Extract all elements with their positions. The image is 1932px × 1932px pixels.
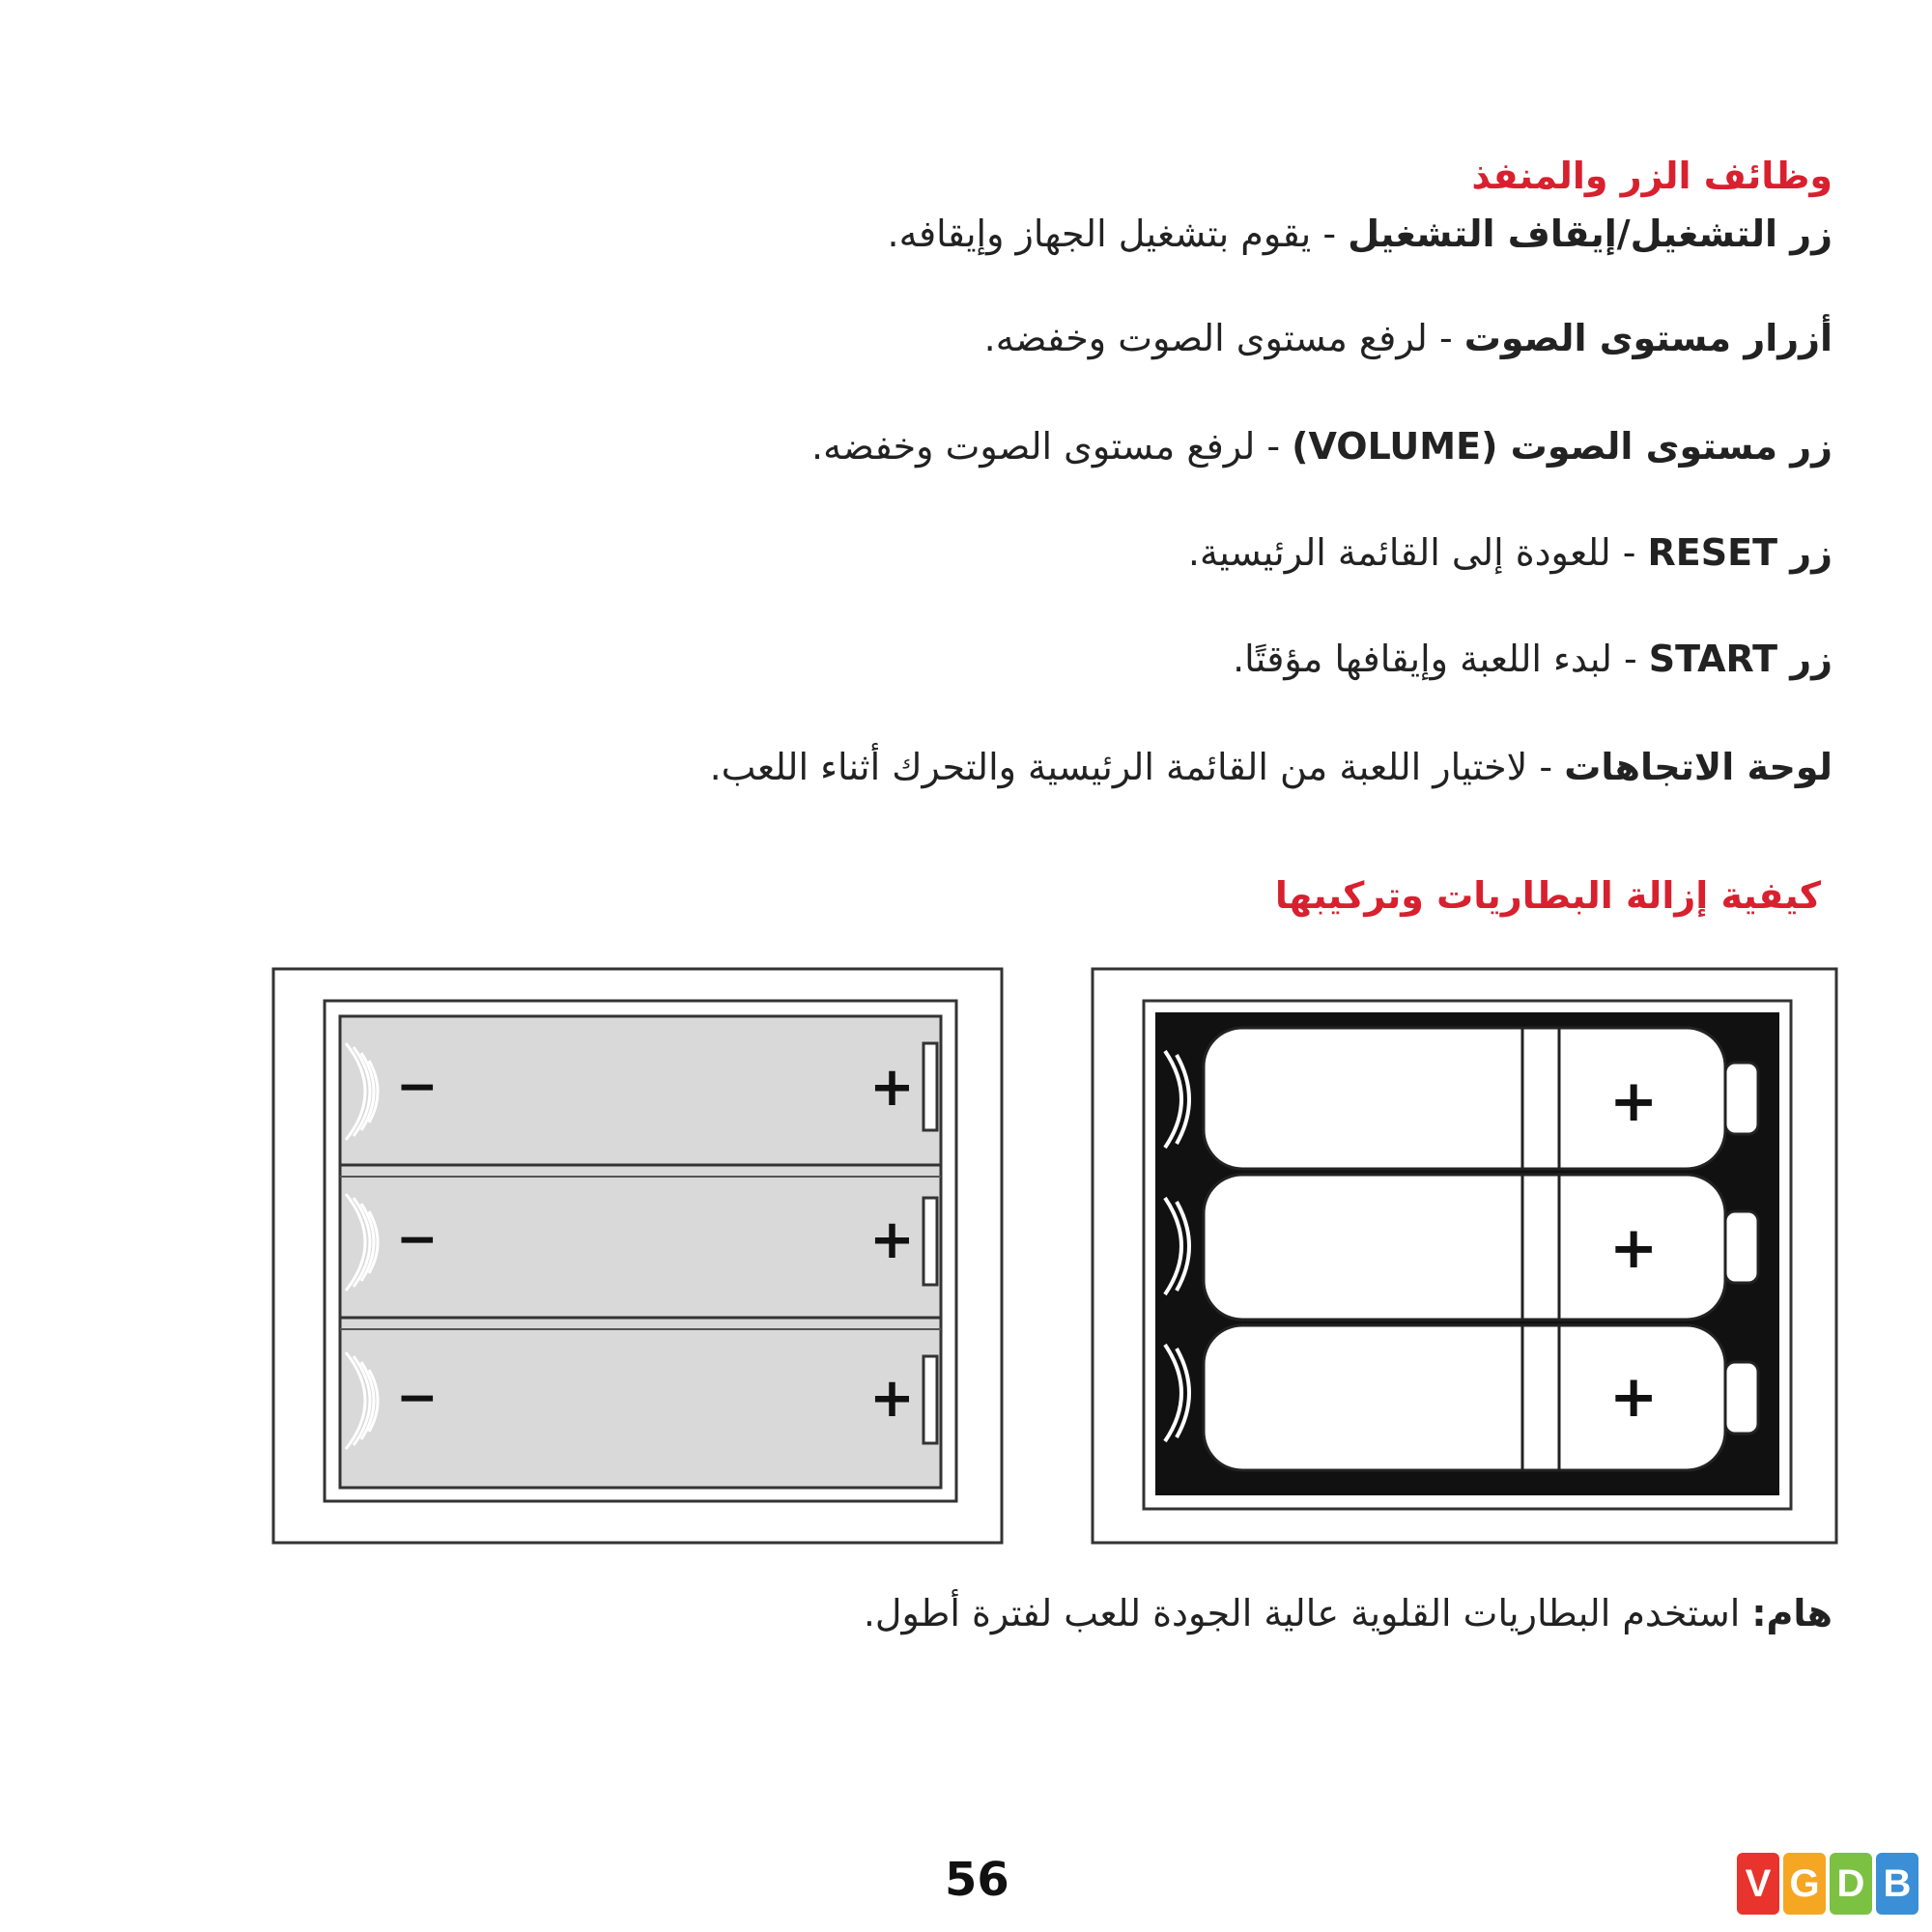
note-text: استخدم البطاريات القلوية عالية الجودة للعب لفترة أطول. xyxy=(863,1592,1752,1634)
desc-dpad: - لاختيار اللعبة من القائمة الرئيسية والتحرك أثناء اللعب. xyxy=(709,746,1565,788)
plus-sign: + xyxy=(1609,1214,1659,1282)
battery-icon xyxy=(1204,1325,1758,1470)
function-line-start xyxy=(1233,638,1833,680)
plus-sign: + xyxy=(1609,1363,1659,1431)
terminal-plate xyxy=(923,1356,937,1443)
term-reset: زر RESET xyxy=(1647,531,1833,574)
plus-sign: + xyxy=(869,1208,915,1271)
logo-tile: D xyxy=(1830,1853,1872,1915)
function-line-volume xyxy=(811,425,1833,468)
desc-start: - لبدء اللعبة وإيقافها مؤقتًا. xyxy=(1233,638,1649,680)
desc-power: - يقوم بتشغيل الجهاز وإيقافه. xyxy=(887,213,1349,255)
terminal-plate xyxy=(923,1198,937,1285)
battery-icon xyxy=(1204,1028,1758,1169)
term-dpad: لوحة الاتجاهات xyxy=(1564,746,1833,788)
battery-icon xyxy=(1204,1175,1758,1320)
term-start: زر START xyxy=(1648,638,1833,680)
section-heading-batteries: كيفية إزالة البطاريات وتركيبها xyxy=(1274,874,1821,917)
minus-sign: − xyxy=(396,1210,439,1268)
logo-tile: B xyxy=(1876,1853,1918,1915)
plus-sign: + xyxy=(869,1056,915,1119)
term-volume-buttons: أزرار مستوى الصوت xyxy=(1463,317,1833,359)
plus-sign: + xyxy=(1609,1067,1659,1135)
page-number: 56 xyxy=(945,1853,1009,1907)
desc-volume-buttons: - لرفع مستوى الصوت وخفضه. xyxy=(983,317,1464,359)
empty-battery-compartment-figure xyxy=(270,966,1005,1546)
vgdb-logo xyxy=(1737,1853,1926,1922)
note-label: هام: xyxy=(1751,1592,1833,1634)
term-volume: زر مستوى الصوت (VOLUME) xyxy=(1292,425,1833,468)
plus-sign: + xyxy=(869,1367,915,1430)
filled-battery-compartment-figure xyxy=(1090,966,1839,1546)
term-power: زر التشغيل/إيقاف التشغيل xyxy=(1348,213,1833,255)
logo-tile: G xyxy=(1783,1853,1826,1915)
battery-note xyxy=(864,1592,1833,1634)
function-line-volume-buttons xyxy=(984,317,1833,359)
function-line-reset xyxy=(1188,531,1833,574)
function-line-power xyxy=(888,213,1833,255)
function-line-dpad xyxy=(710,746,1833,788)
desc-volume: - لرفع مستوى الصوت وخفضه. xyxy=(811,425,1293,468)
section-heading-functions: وظائف الزر والمنفذ xyxy=(1471,155,1833,197)
minus-sign: − xyxy=(396,1369,439,1427)
logo-tile: V xyxy=(1737,1853,1779,1915)
terminal-plate xyxy=(923,1043,937,1130)
desc-reset: - للعودة إلى القائمة الرئيسية. xyxy=(1187,531,1648,574)
minus-sign: − xyxy=(396,1058,439,1116)
